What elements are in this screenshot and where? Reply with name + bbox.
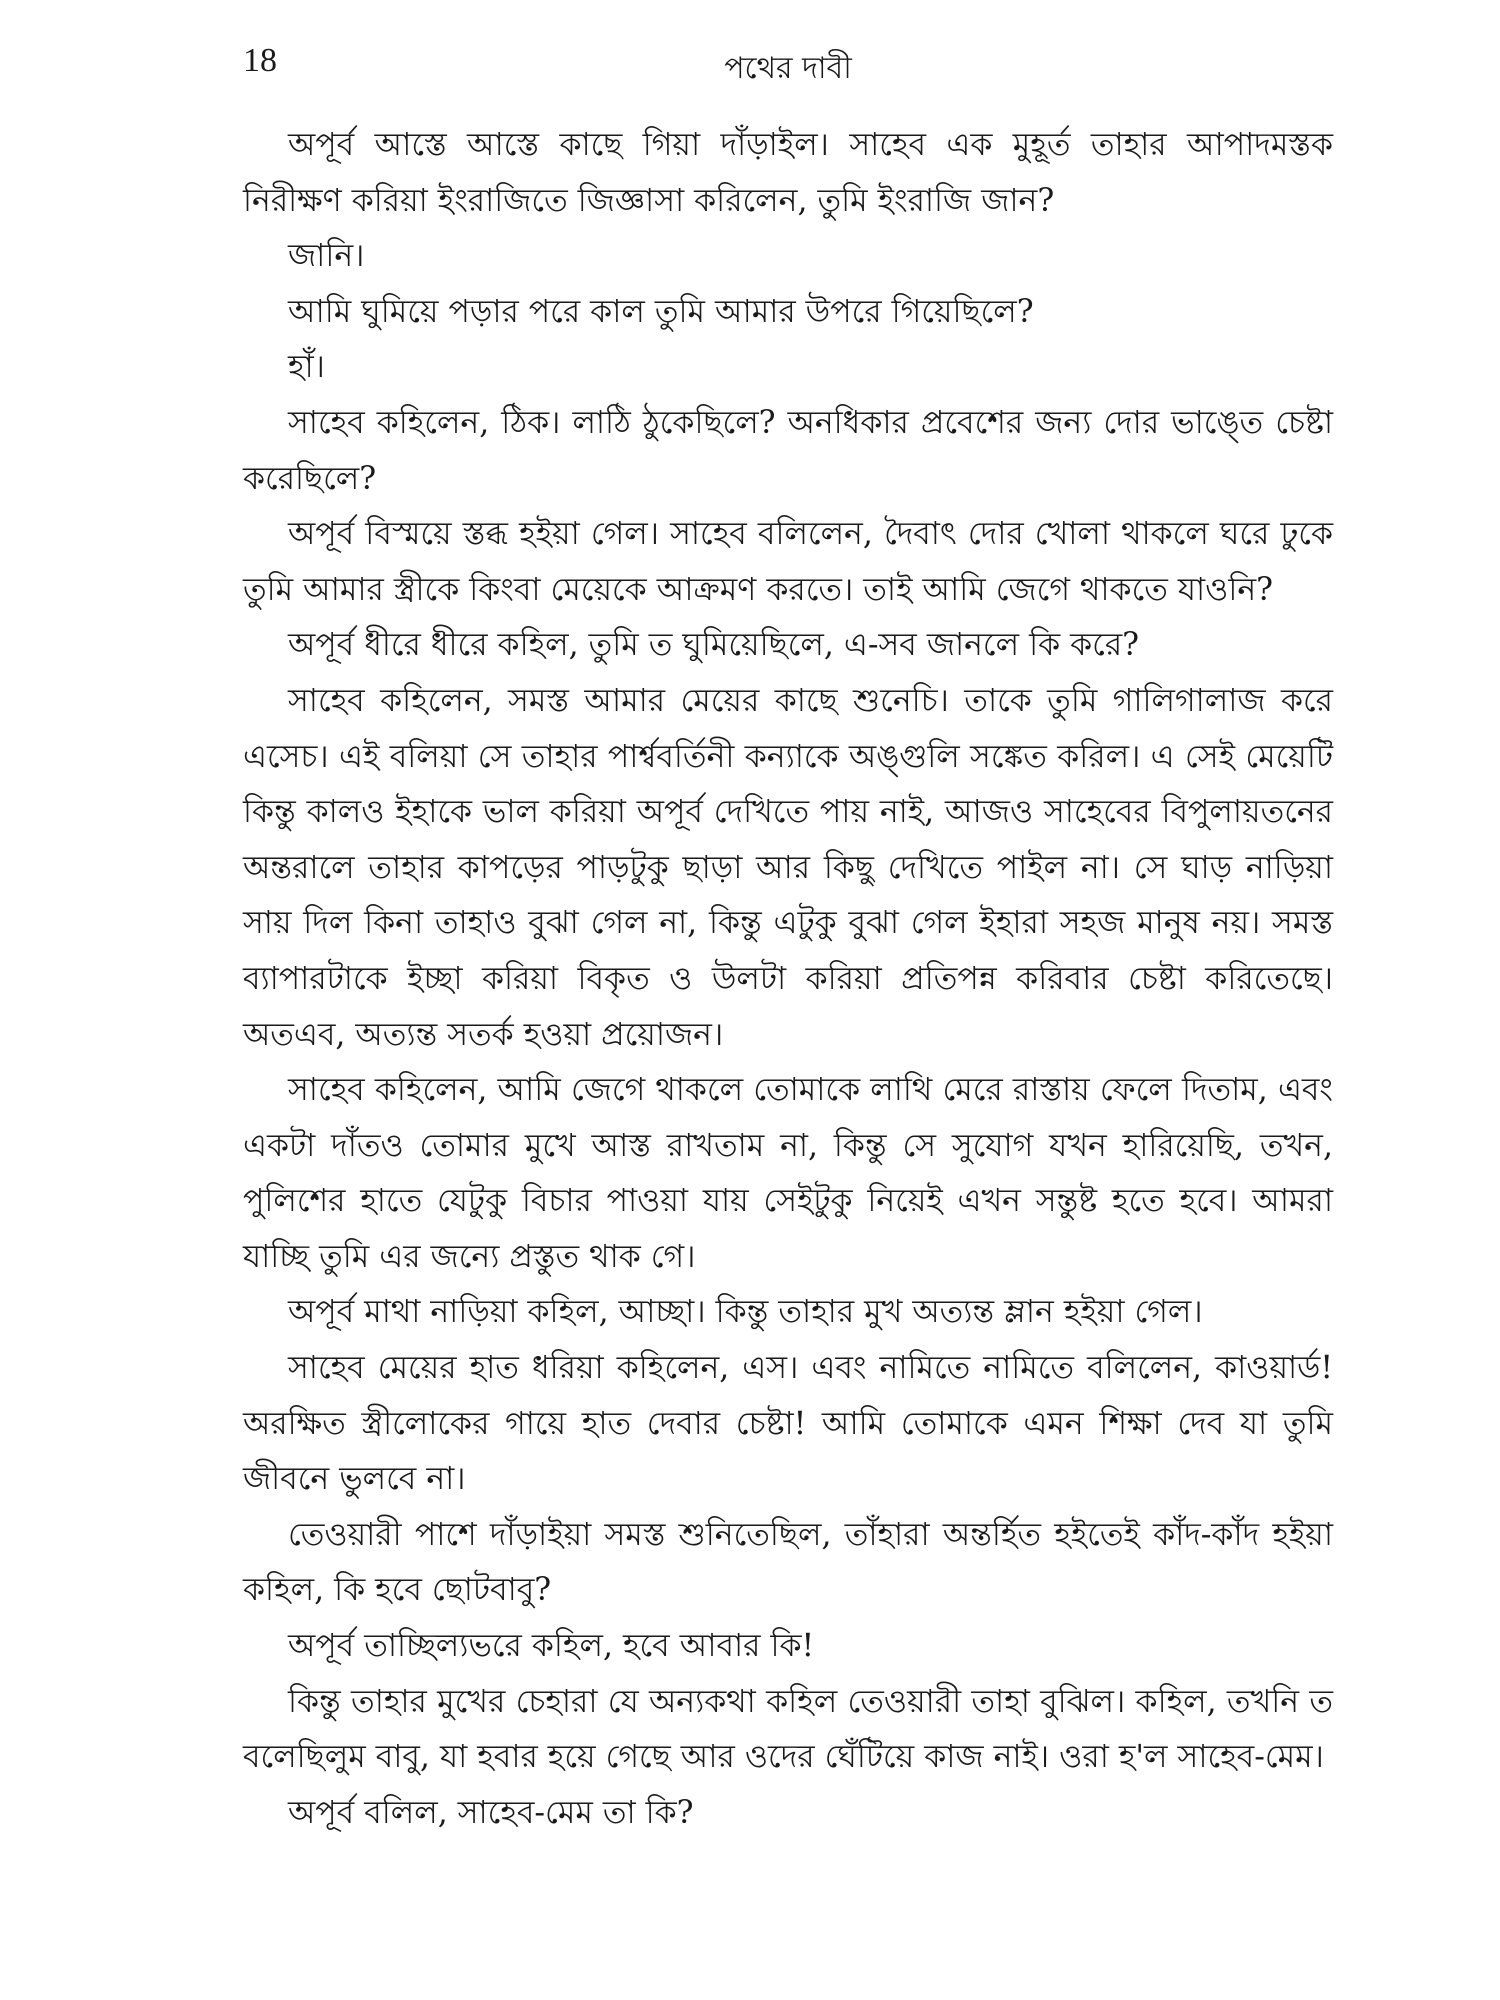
paragraph: অপূর্ব ধীরে ধীরে কহিল, তুমি ত ঘুমিয়েছিলে, এ-সব জানলে কি করে? bbox=[288, 627, 1140, 664]
paragraph: জানি। bbox=[288, 238, 365, 275]
running-head-title: পথের দাবী bbox=[724, 51, 852, 86]
page-header bbox=[243, 42, 1333, 92]
paragraph: অপূর্ব তাচ্ছিল্যভরে কহিল, হবে আবার কি! bbox=[288, 1628, 815, 1665]
paragraph: সাহেব কহিলেন, সমস্ত আমার মেয়ের কাছে শুনেচি। তাকে তুমি গালিগালাজ করে এসেচ। এই বলিয়া সে তাহার পার্শ্ববর্তিনী কন্যাকে অঙ্গুলি সঙ্কেত করিল। এ সেই মেয়েটি কিন্তু কালও ইহাকে ভাল করিয়া অপূর্ব দেখিতে পায় নাই, আজও সাহেবের বিপুলায়তনের অন্তরালে তাহার কাপড়ের পাড়টুকু ছাড়া আর কিছু দেখিতে পাইল না। সে ঘাড় নাড়িয়া সায় দিল কিনা তাহাও বুঝা গেল না, কিন্তু এটুকু বুঝা গেল ইহারা সহজ মানুষ নয়। সমস্ত ব্যাপারটাকে ইচ্ছা করিয়া বিকৃত ও উলটা করিয়া প্রতিপন্ন করিবার চেষ্টা করিতেছে। অতএব, অত্যন্ত সতর্ক হওয়া প্রয়োজন। bbox=[243, 682, 1333, 1053]
paragraph: সাহেব কহিলেন, ঠিক। লাঠি ঠুকেছিলে? অনধিকার প্রবেশের জন্য দোর ভাঙ্তে চেষ্টা করেছিলে? bbox=[243, 404, 1333, 497]
paragraph: তেওয়ারী পাশে দাঁড়াইয়া সমস্ত শুনিতেছিল, তাঁহারা অন্তর্হিত হইতেই কাঁদ-কাঁদ হইয়া কহিল, কি হবে ছোটবাবু? bbox=[243, 1516, 1333, 1609]
page-number: 18 bbox=[243, 42, 277, 79]
paragraph: অপূর্ব আস্তে আস্তে কাছে গিয়া দাঁড়াইল। সাহেব এক মুহূর্ত তাহার আপাদমস্তক নিরীক্ষণ করিয়া ইংরাজিতে জিজ্ঞাসা করিলেন, তুমি ইংরাজি জান? bbox=[243, 127, 1333, 219]
paragraph: সাহেব মেয়ের হাত ধরিয়া কহিলেন, এস। এবং নামিতে নামিতে বলিলেন, কাওয়ার্ড! অরক্ষিত স্ত্রীলোকের গায়ে হাত দেবার চেষ্টা! আমি তোমাকে এমন শিক্ষা দেব যা তুমি জীবনে ভুলবে না। bbox=[243, 1350, 1333, 1498]
paragraph: সাহেব কহিলেন, আমি জেগে থাকলে তোমাকে লাথি মেরে রাস্তায় ফেলে দিতাম, এবং একটা দাঁতও তোমার মুখে আস্ত রাখতাম না, কিন্তু সে সুযোগ যখন হারিয়েছি, তখন, পুলিশের হাতে যেটুকু বিচার পাওয়া যায় সেইটুকু নিয়েই এখন সন্তুষ্ট হতে হবে। আমরা যাচ্ছি তুমি এর জন্যে প্রস্তুত থাক গে। bbox=[243, 1072, 1333, 1275]
paragraph: অপূর্ব বলিল, সাহেব-মেম তা কি? bbox=[288, 1794, 694, 1831]
paragraph: আমি ঘুমিয়ে পড়ার পরে কাল তুমি আমার উপরে গিয়েছিলে? bbox=[288, 293, 1034, 330]
paragraph: অপূর্ব মাথা নাড়িয়া কহিল, আচ্ছা। কিন্তু তাহার মুখ অত্যন্ত ম্লান হইয়া গেল। bbox=[288, 1294, 1203, 1331]
paragraph: হাঁ। bbox=[288, 349, 325, 386]
body-text bbox=[243, 118, 1333, 1841]
paragraph: কিন্তু তাহার মুখের চেহারা যে অন্যকথা কহিল তেওয়ারী তাহা বুঝিল। কহিল, তখনি ত বলেছিলুম বাবু, যা হবার হয়ে গেছে আর ওদের ঘেঁটিয়ে কাজ নাই। ওরা হ'ল সাহেব-মেম। bbox=[243, 1683, 1333, 1776]
paragraph: অপূর্ব বিস্ময়ে স্তব্ধ হইয়া গেল। সাহেব বলিলেন, দৈবাৎ দোর খোলা থাকলে ঘরে ঢুকে তুমি আমার স্ত্রীকে কিংবা মেয়েকে আক্রমণ করতে। তাই আমি জেগে থাকতে যাওনি? bbox=[243, 516, 1333, 608]
